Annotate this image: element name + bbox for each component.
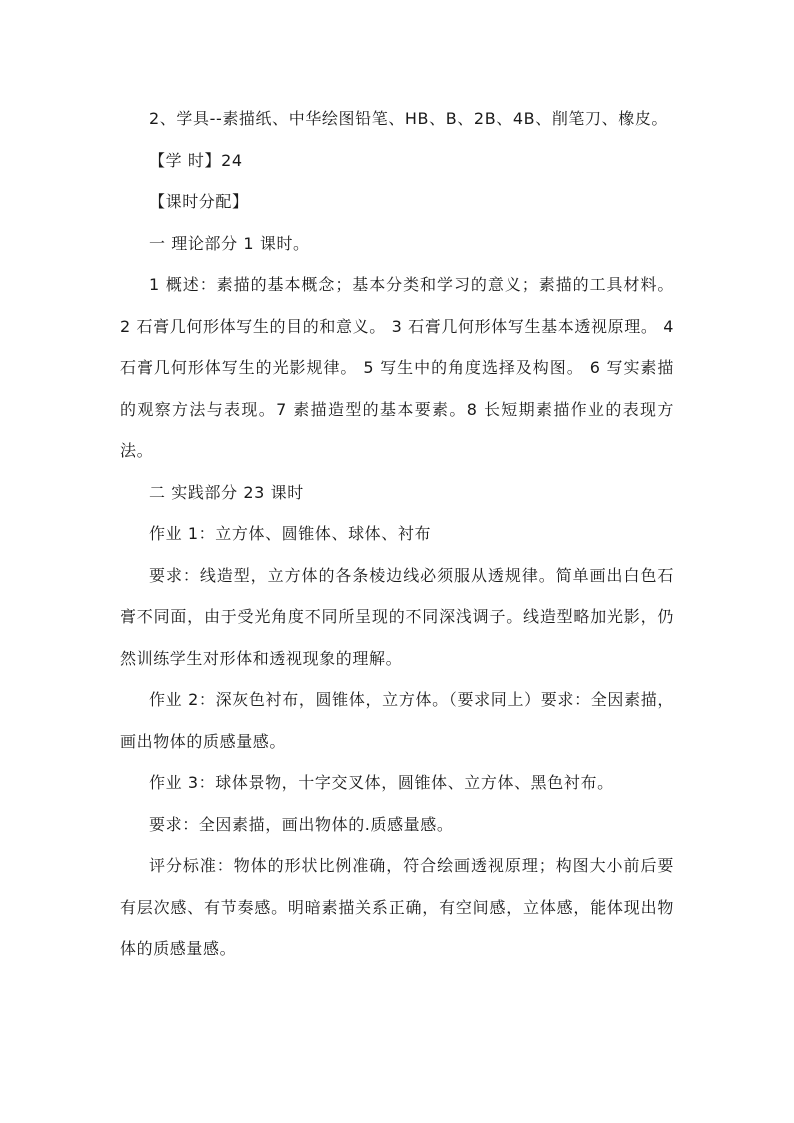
paragraph-assignment-2: 作业 2：深灰色衬布，圆锥体，立方体。（要求同上）要求：全因素描，画出物体的质感量感。: [120, 690, 674, 751]
paragraph-theory-heading: 一 理论部分 1 课时。: [149, 233, 310, 253]
paragraph-grading-criteria: 评分标准：物体的形状比例准确，符合绘画透视原理；构图大小前后要有层次感、有节奏感。明暗素描关系正确，有空间感，立体感，能体现出物体的质感量感。: [120, 856, 674, 958]
paragraph-hours: 【学 时】24: [149, 150, 243, 170]
paragraph-allocation-heading: 【课时分配】: [149, 192, 249, 211]
paragraph-theory-content: 1 概述：素描的基本概念；基本分类和学习的意义；素描的工具材料。2 石膏几何形体写生的目的和意义。 3 石膏几何形体写生基本透视原理。 4 石膏几何形体写生的光影规律。 5 写生中的角度选择及构图。 6 写实素描的观察方法与表现。7 素描造型的基本要素。8 长短期素描作业的表现方法。: [120, 275, 674, 460]
paragraph-assignment-1: 作业 1：立方体、圆锥体、球体、衬布: [149, 524, 432, 543]
document-body: [120, 98, 674, 970]
paragraph-assignment-3-requirements: 要求：全因素描，画出物体的.质感量感。: [149, 814, 454, 834]
paragraph-materials: 2、学具--素描纸、中华绘图铅笔、HB、B、2B、4B、削笔刀、橡皮。: [149, 109, 669, 128]
paragraph-assignment-1-requirements: 要求：线造型，立方体的各条棱边线必须服从透规律。简单画出白色石膏不同面，由于受光角度不同所呈现的不同深浅调子。线造型略加光影，仍然训练学生对形体和透视现象的理解。: [120, 565, 674, 668]
paragraph-practice-heading: 二 实践部分 23 课时: [149, 482, 304, 502]
paragraph-assignment-3: 作业 3：球体景物，十字交叉体，圆锥体、立方体、黑色衬布。: [149, 773, 614, 792]
